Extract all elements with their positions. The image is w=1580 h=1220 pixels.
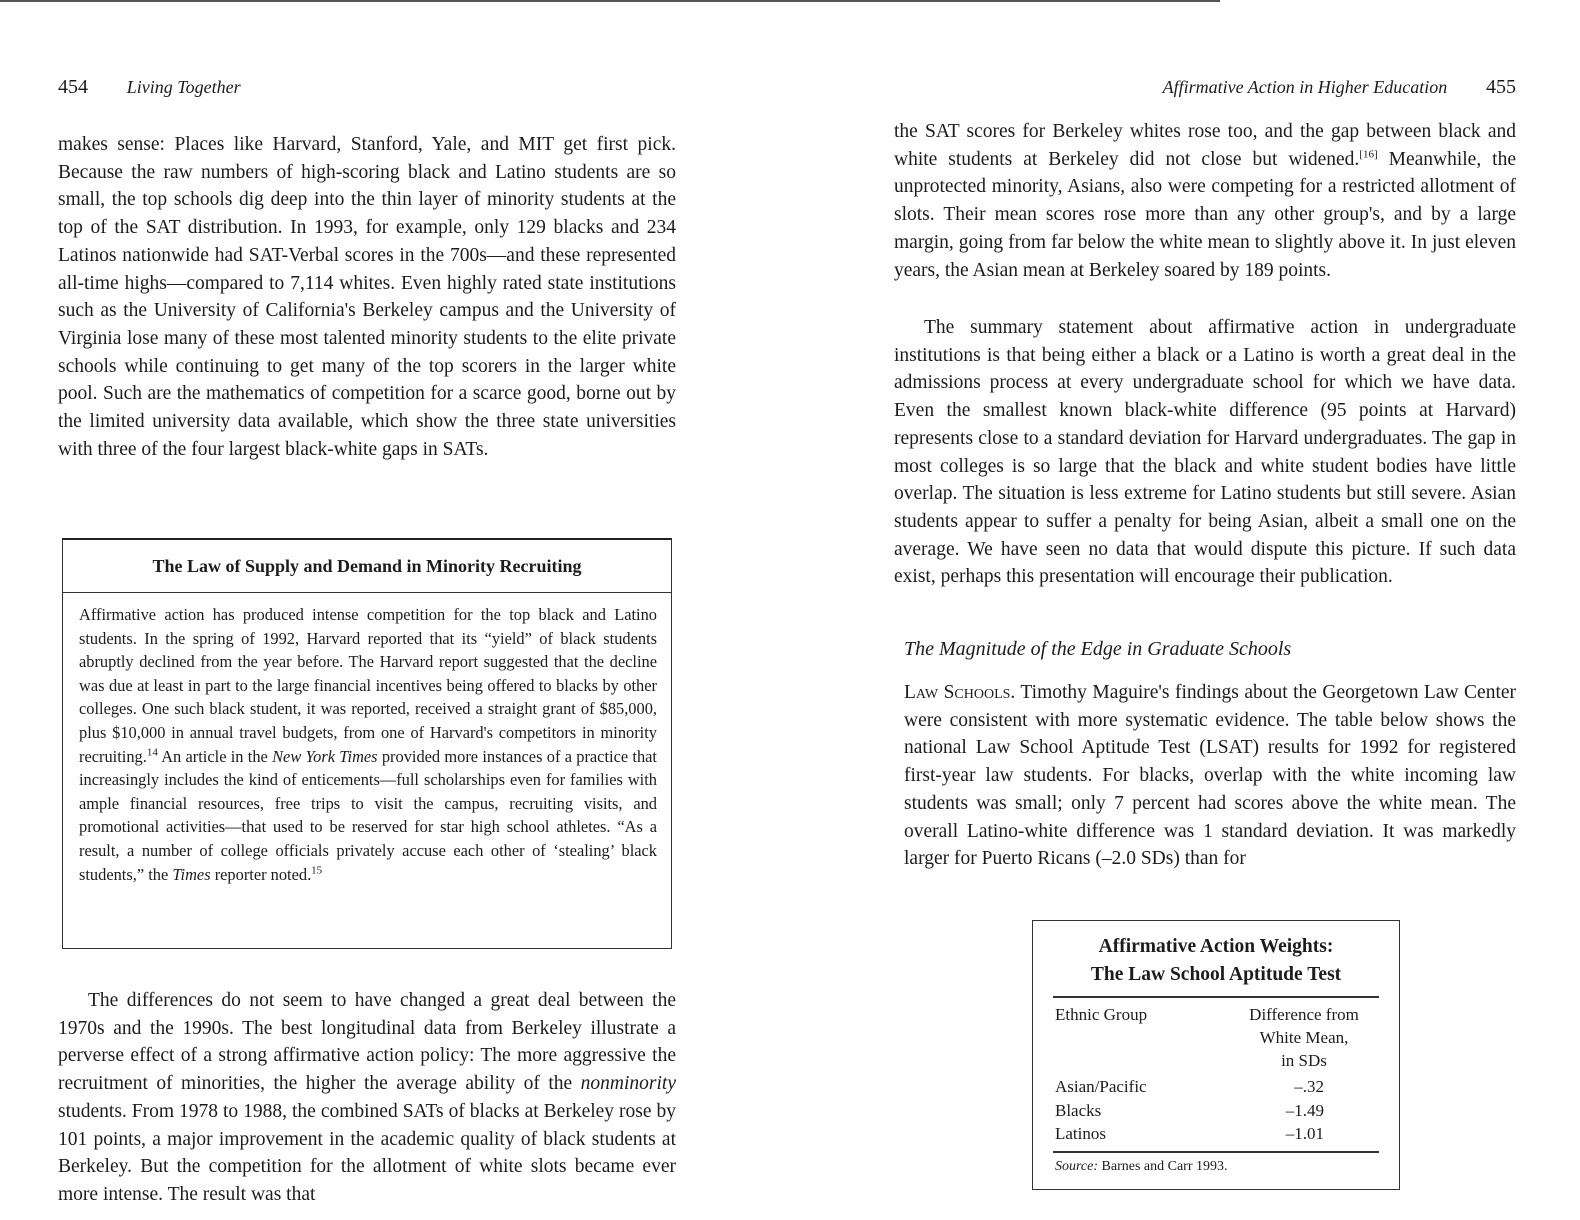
footnote-marker-14: 14 [146,746,158,759]
left-page-header [58,76,241,99]
table-title-line-2: The Law School Aptitude Test [1090,964,1342,985]
sidebar-text-2: An article in the [157,746,273,766]
table-row [1055,1099,1379,1123]
table-row [1055,1122,1379,1146]
left-para2-italic: nonminority [580,1073,676,1095]
left-page-number: 454 [58,76,88,98]
right-page [894,0,1516,1220]
row-group: Asian/Pacific [1055,1077,1147,1096]
col-header-difference [1229,1003,1379,1072]
right-para3-text: Timothy Maguire's findings about the Georgetown Law Center were consistent with more systematic evidence. The table below shows the national Law School Aptitude Test (LSAT) results for 1992 for registered first-year law students. For blacks, overlap with the white incoming law students was small; only 7 percent had scores above the white mean. The overall Latino-white difference was 1 standard deviation. It was markedly larger for Puerto Ricans (–2.0 SDs) than for [904,682,1517,870]
left-para2-text-2: students. From 1978 to 1988, the combined SATs of blacks at Berkeley rose by 101 points, a major improvement in the academic quality of black students at Berkeley. But the competition for the allotment of white slots became ever more intense. The result was that [58,1100,676,1205]
table-row [1055,1075,1379,1099]
table-title-line-1: Affirmative Action Weights: [1098,936,1334,957]
sidebar-italic-times: Times [172,864,211,884]
source-label: Source: [1055,1159,1099,1174]
row-value: –1.49 [1285,1100,1324,1120]
row-value: –.32 [1294,1077,1324,1096]
left-page [58,0,676,1220]
sidebar-title: The Law of Supply and Demand in Minority Recruiting [63,540,671,593]
left-paragraph-1: makes sense: Places like Harvard, Stanford, Yale, and MIT get first pick. Because the raw numbers of high-scoring black and Latino students are so small, the top schools dig deep into the thin layer of minority students at the top of the SAT distribution. In 1993, for example, only 129 blacks and 234 Latinos nationwide had SAT-Verbal scores in the 700s—and these represented all-time highs—compared to 7,114 whites. Even highly rated state institutions such as the University of California's Berkeley campus and the University of Virginia lose many of these most talented minority students to the elite private schools while continuing to get many of the top scorers in the larger white pool. Such are the mathematics of competition for a scarce good, borne out by the limited university data available, which show the three state universities with three of the four largest black-white gaps in SATs. [58,134,676,460]
footnote-marker-15: 15 [311,864,323,877]
right-paragraph-1 [894,118,1516,284]
table-source [1055,1159,1228,1175]
right-para1-text-1: the SAT scores for Berkeley whites rose too, and the gap between black and white students at Berkeley did not close but widened. [894,121,1516,170]
sidebar-text-1: Affirmative action has produced intense competition for the top black and Latino students. In the spring of 1992, Harvard reported that its “yield” of black students abruptly declined from the year before. The Harvard report suggested that the decline was due at least in part to the large financial incentives being offered to blacks by other colleges. One such black student, it was reported, received a straight grant of $85,000, plus $10,000 in annual travel budgets, from one of Harvard's competitors in minority recruiting. [79,605,657,766]
sidebar-body [63,593,671,886]
right-page-number: 455 [1486,76,1516,98]
sidebar-text-3: provided more instances of a practice that increasingly includes the kind of enticements—full scholarships even for families with ample financial resources, free trips to visit the campus, recruiting visits, and promotional activities—that used to be reserved for star high school athletes. “As a result, a number of college officials privately accuse each other of ‘stealing’ black students,” the [79,746,657,884]
law-schools-lead: Law Schools. [904,682,1016,703]
section-subheading: The Magnitude of the Edge in Graduate Schools [904,638,1292,660]
col-header-ethnic-group: Ethnic Group [1055,1005,1148,1024]
table-body [1055,1075,1379,1146]
table-title [1033,933,1399,989]
sidebar-italic-nyt: New York Times [272,746,378,766]
row-group: Blacks [1055,1100,1102,1120]
right-paragraph-3 [904,679,1516,873]
footnote-marker-16: [16] [1359,148,1378,161]
left-para2-text-1: The differences do not seem to have changed a great deal between the 1970s and the 1990s. The best longitudinal data from Berkeley illustrate a perverse effect of a strong affirmative action policy: The more aggressive the recruitment of minorities, the higher the average ability of the [58,990,676,1095]
row-group: Latinos [1055,1124,1106,1143]
sidebar-box [62,538,672,949]
col-header-line-1: Difference from [1249,1005,1359,1024]
sidebar-text-4: reporter noted. [210,864,312,884]
row-value: –1.01 [1285,1124,1324,1143]
table-bottom-rule [1053,1151,1379,1153]
right-page-header [1163,76,1516,99]
source-text: Barnes and Carr 1993. [1098,1159,1228,1174]
right-paragraph-2: The summary statement about affirmative action in undergraduate institutions is that being either a black or a Latino is worth a great deal in the admissions process at every undergraduate school for which we have data. Even the smallest known black-white difference (95 points at Harvard) represents close to a standard deviation for Harvard undergraduates. The gap in most colleges is so large that the black and white student bodies have little overlap. The situation is less extreme for Latino students but still severe. Asian students appear to suffer a penalty for being Asian, albeit a small one on the average. We have seen no data that would dispute this picture. If such data exist, perhaps this presentation will encourage their publication. [894,317,1516,588]
col-header-line-3: in SDs [1281,1051,1327,1070]
table-top-rule [1053,996,1379,998]
left-paragraph-2 [58,987,676,1209]
col-header-line-2: White Mean, [1259,1028,1349,1047]
right-running-head: Affirmative Action in Higher Education [1162,77,1448,97]
left-running-head: Living Together [126,77,241,97]
lsat-table [1032,920,1400,1190]
right-para1-text-2: Meanwhile, the unprotected minority, Asians, also were competing for a restricted allotment of slots. Their mean scores rose more than any other group's, and by a large margin, going from far below the white mean to slightly above it. In just eleven years, the Asian mean at Berkeley soared by 189 points. [894,148,1517,281]
